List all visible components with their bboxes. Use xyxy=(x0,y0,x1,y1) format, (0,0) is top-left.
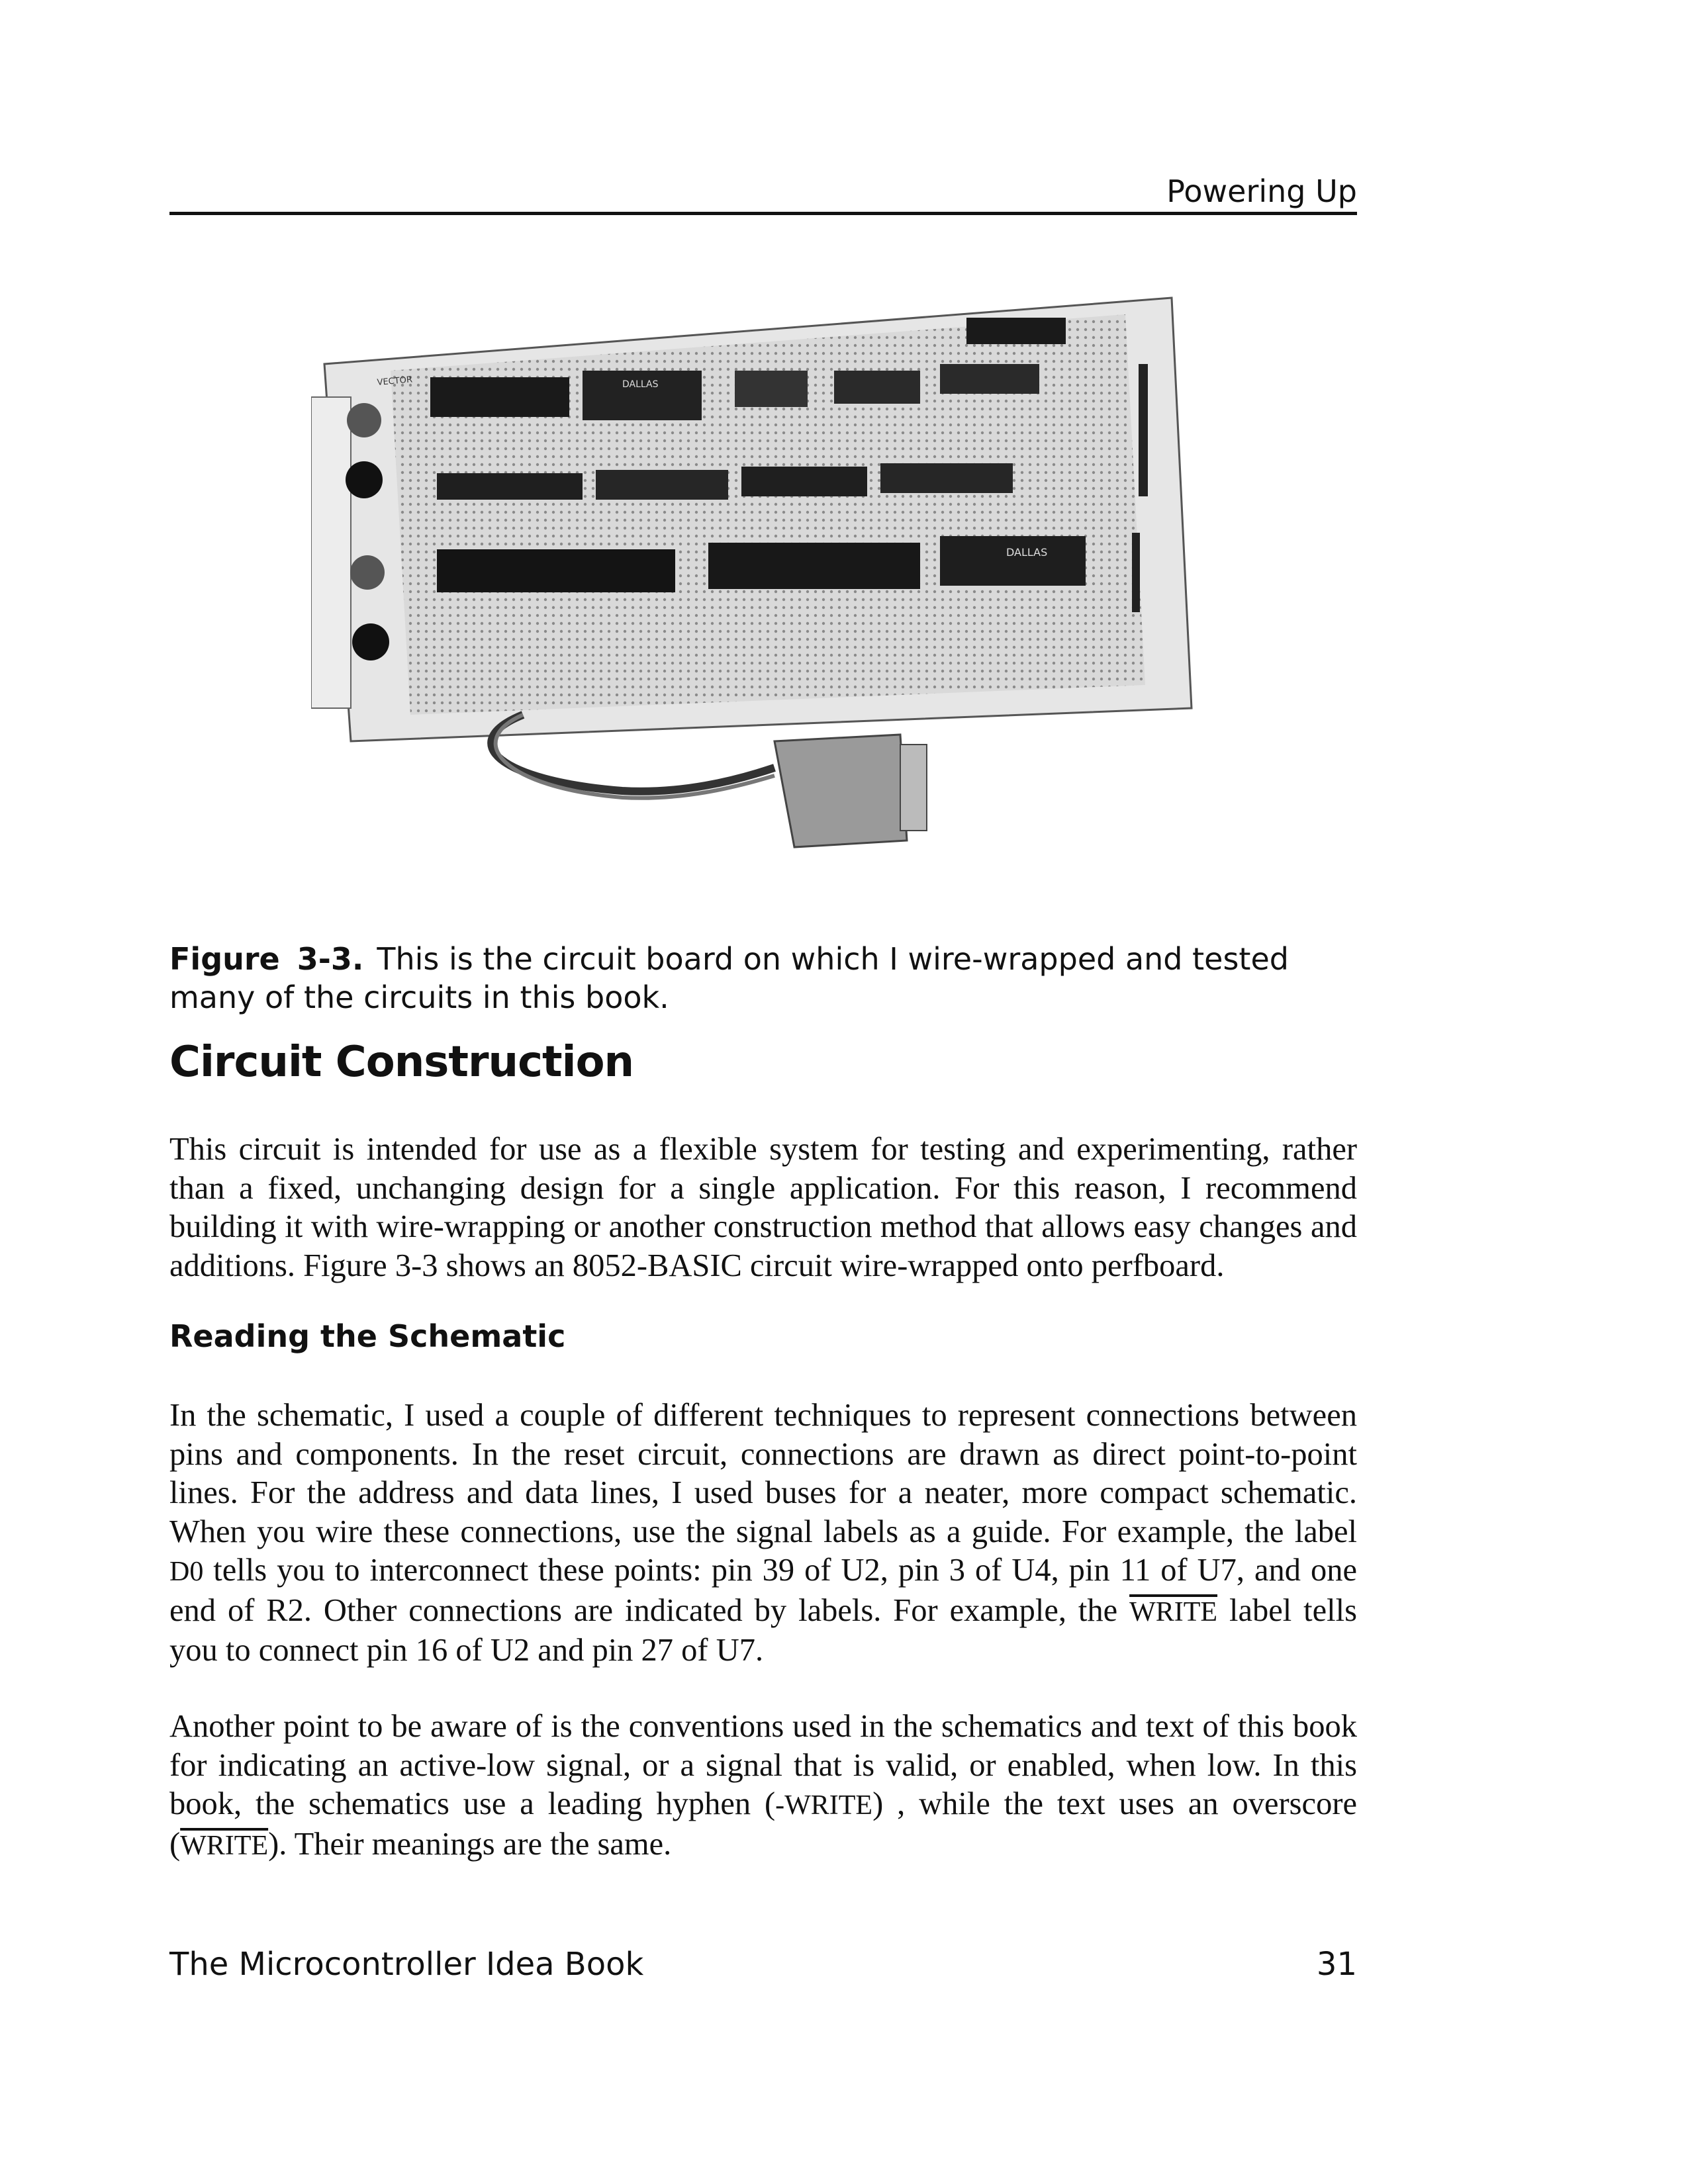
edge-connector xyxy=(311,397,351,708)
header-rule xyxy=(169,212,1357,215)
ic-chip xyxy=(940,364,1039,394)
paragraph-text: This circuit is intended for use as a flexible system for testing and experimenting, rather than a fixed, unchanging design for a single application. For this reason, I recommend building it with wire-wrapping or another construction method that allows easy changes and additions. Figure 3-3 shows an 8052-BASIC circuit wire-wrapped onto perfboard. xyxy=(169,1132,1357,1283)
ic-chip xyxy=(430,377,569,417)
ic-chip xyxy=(437,473,583,500)
signal-label-d0: D0 xyxy=(169,1557,204,1587)
ic-chip xyxy=(966,318,1066,344)
circuit-board-photo xyxy=(311,278,1198,933)
figure-label: Figure xyxy=(169,941,280,977)
subsection-heading: Reading the Schematic xyxy=(169,1318,566,1354)
footer-book-title: The Microcontroller Idea Book xyxy=(169,1946,644,1983)
ic-chip xyxy=(735,371,808,407)
power-jack xyxy=(346,461,383,498)
signal-label-write: WRITE xyxy=(1129,1596,1218,1627)
ic-chip xyxy=(741,467,867,496)
section-heading: Circuit Construction xyxy=(169,1038,634,1087)
ic-chip xyxy=(596,470,728,500)
power-jack xyxy=(350,555,385,590)
pin-header xyxy=(1139,364,1148,496)
paragraph-text: ) , while the text uses an overscore ( xyxy=(169,1786,1357,1862)
signal-label-overscore-write: WRITE xyxy=(180,1830,269,1861)
ic-chip xyxy=(708,543,920,589)
ic-chip xyxy=(437,549,675,592)
brand-label: VECTOR xyxy=(377,375,413,388)
pin-header xyxy=(1132,533,1140,612)
figure-number: 3-3. xyxy=(297,941,364,977)
figure-caption-text: This is the circuit board on which I wire-wrapped and tested many of the circuits in this book. xyxy=(169,941,1289,1015)
ic-chip xyxy=(583,371,702,420)
db25-connector xyxy=(774,735,907,847)
paragraph-schematic xyxy=(169,1396,1357,1670)
ic-chip xyxy=(834,371,920,404)
paragraph-intro xyxy=(169,1130,1357,1285)
power-jack xyxy=(347,403,381,437)
signal-label-hyphen-write: -WRITE xyxy=(775,1790,873,1821)
footer-page-number: 31 xyxy=(1316,1946,1357,1983)
chip-label: DALLAS xyxy=(622,379,659,390)
paragraph-text: Another point to be aware of is the conventions used in the schematics and text of this book for indicating an active-low signal, or a signal that is valid, or enabled, when low. In this book, the schematics use a leading hyphen ( xyxy=(169,1709,1357,1821)
running-header: Powering Up xyxy=(1166,173,1357,209)
paragraph-text: In the schematic, I used a couple of different techniques to represent connections between pins and components. In the reset circuit, connections are drawn as direct point-to-point lines. For the address and data lines, I used buses for a neater, more compact schematic. When you wire these connections, use the signal labels as a guide. For example, the label xyxy=(169,1398,1357,1549)
chip-label: DALLAS xyxy=(1006,546,1048,559)
power-jack xyxy=(352,623,389,660)
paragraph-text: ). Their meanings are the same. xyxy=(268,1826,672,1862)
ic-chip xyxy=(940,536,1086,586)
figure-caption xyxy=(169,940,1357,1017)
paragraph-text: label tells you to connect pin 16 of U2 and pin 27 of U7. xyxy=(169,1592,1357,1668)
ic-chip xyxy=(880,463,1013,493)
paragraph-text: tells you to interconnect these points: pin 39 of U2, pin 3 of U4, pin 11 of U7, and one end of R2. Other connections are indicated by labels. For example, the xyxy=(169,1553,1357,1628)
paragraph-conventions xyxy=(169,1707,1357,1865)
